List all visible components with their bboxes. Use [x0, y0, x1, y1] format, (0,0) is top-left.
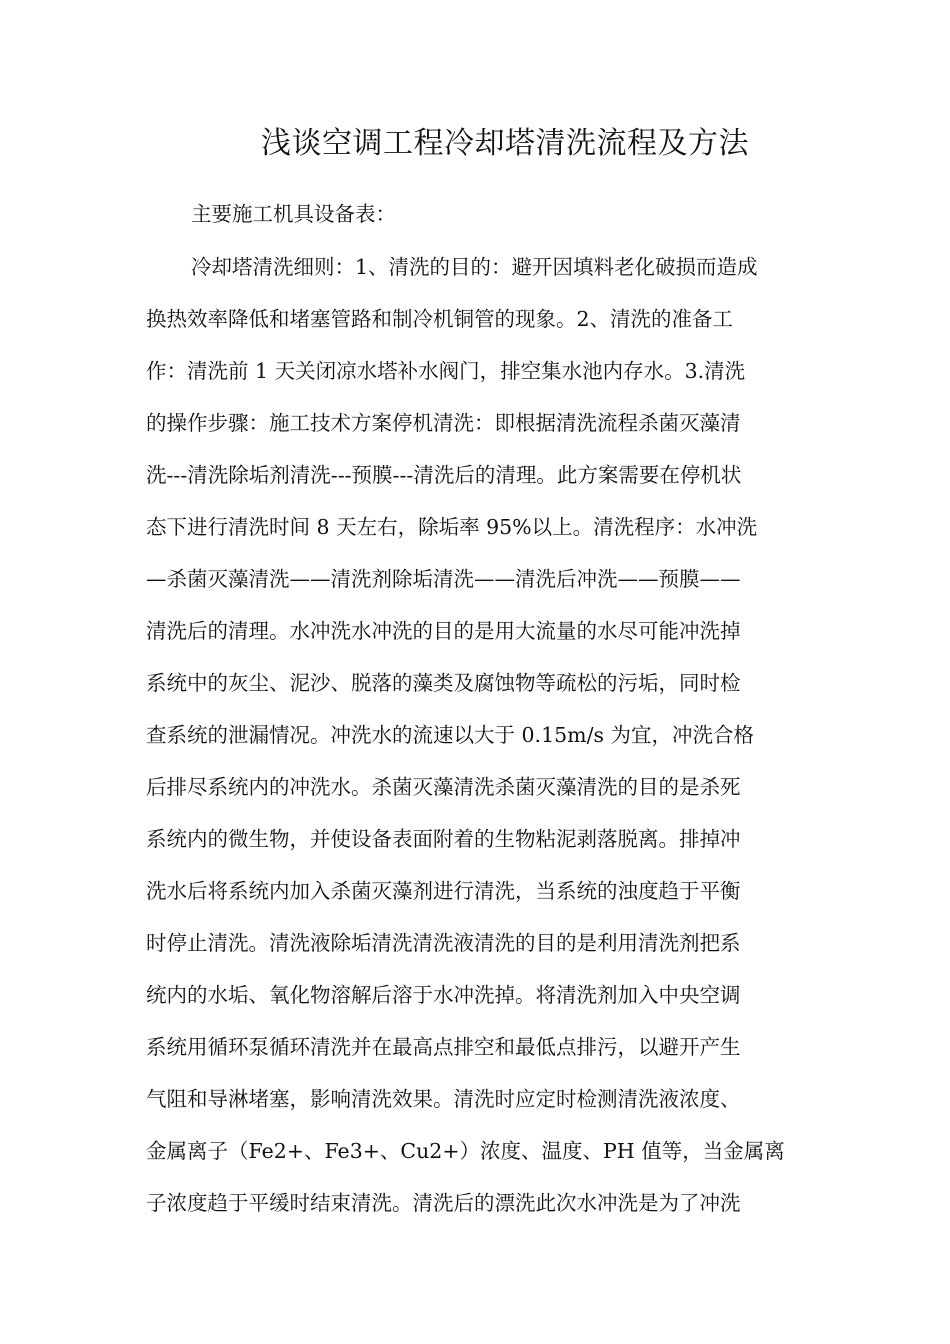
body-line: 作：清洗前 1 天关闭凉水塔补水阀门，排空集水池内存水。3.清洗	[146, 359, 746, 383]
body-line: 主要施工机具设备表：	[191, 202, 396, 226]
body-line: 金属离子（Fe2+、Fe3+、Cu2+）浓度、温度、PH 值等，当金属离	[146, 1139, 785, 1163]
body-line: 后排尽系统内的冲洗水。杀菌灭藻清洗杀菌灭藻清洗的目的是杀死	[146, 775, 741, 799]
body-line: 系统中的灰尘、泥沙、脱落的藻类及腐蚀物等疏松的污垢，同时检	[146, 671, 741, 695]
body-line: 时停止清洗。清洗液除垢清洗清洗液清洗的目的是利用清洗剂把系	[146, 931, 741, 955]
body-line: 子浓度趋于平缓时结束清洗。清洗后的漂洗此次水冲洗是为了冲洗	[146, 1191, 741, 1215]
body-line: —杀菌灭藻清洗——清洗剂除垢清洗——清洗后冲洗——预膜——	[146, 567, 741, 591]
body-line: 清洗后的清理。水冲洗水冲洗的目的是用大流量的水尽可能冲洗掉	[146, 619, 741, 643]
body-line: 查系统的泄漏情况。冲洗水的流速以大于 0.15m/s 为宜，冲洗合格	[146, 723, 755, 747]
body-line: 洗水后将系统内加入杀菌灭藻剂进行清洗，当系统的浊度趋于平衡	[146, 879, 741, 903]
body-line: 统内的水垢、氧化物溶解后溶于水冲洗掉。将清洗剂加入中央空调	[146, 983, 741, 1007]
body-line: 的操作步骤：施工技术方案停机清洗：即根据清洗流程杀菌灭藻清	[146, 411, 741, 435]
body-line: 系统用循环泵循环清洗并在最高点排空和最低点排污，以避开产生	[146, 1035, 741, 1059]
body-line: 气阻和导淋堵塞，影响清洗效果。清洗时应定时检测清洗液浓度、	[146, 1087, 741, 1111]
document-title: 浅谈空调工程冷却塔清洗流程及方法	[261, 126, 749, 161]
body-line: 洗---清洗除垢剂清洗---预膜---清洗后的清理。此方案需要在停机状	[146, 463, 742, 487]
body-line: 换热效率降低和堵塞管路和制冷机铜管的现象。2、清洗的准备工	[146, 307, 734, 331]
body-line: 冷却塔清洗细则：1、清洗的目的：避开因填料老化破损而造成	[191, 255, 758, 279]
body-line: 系统内的微生物，并使设备表面附着的生物粘泥剥落脱离。排掉冲	[146, 827, 741, 851]
body-line: 态下进行清洗时间 8 天左右，除垢率 95%以上。清洗程序：水冲洗	[146, 515, 758, 539]
